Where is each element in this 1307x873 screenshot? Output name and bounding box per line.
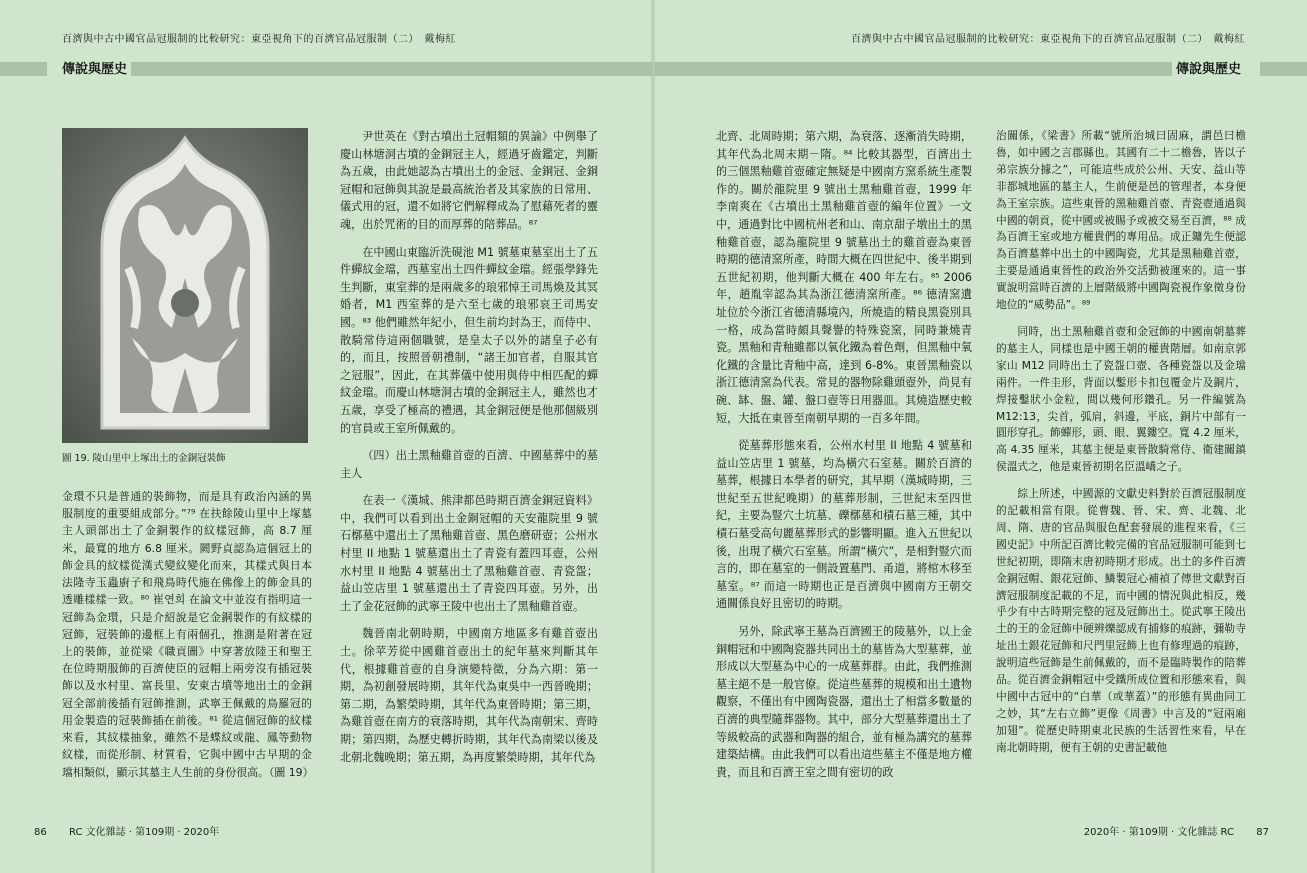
running-title: 百濟與中古中國官品冠服制的比較研究：東亞視角下的百濟官品冠服制（二） 戴梅紅 xyxy=(62,34,456,45)
section-band xyxy=(120,62,653,76)
publication-info: RC 文化雜誌 · 第109期 · 2020年 xyxy=(69,827,220,838)
body-paragraph: 治關係，《梁書》所載“號所治城曰固麻，謂邑曰檐魯，如中國之言郡縣也。其國有二十二檐魯，皆以子弟宗族分據之”，可能這些成於公州、天安、益山等非都城地區的墓主人，生前便是邑的管理者，本身便為王室宗族。這些東晉的黑釉雞首壺、青瓷壺通過與中國的朝貢，從中國或被賜予或被交易至百濟，⁸⁸ 成為百濟王室或地方權貴們的專用品。成正鏞先生便認為百濟墓葬中出土的中國陶瓷，尤其是黑釉雞首壺，主要是通過東晉性的政治外交活動被運來的。這一事實說明當時百濟的上層階級將中國陶瓷視作象徵身份地位的“威勢品”。⁸⁹ xyxy=(996,129,1246,312)
section-title: 傳說與歷史 xyxy=(58,58,131,77)
section-band xyxy=(0,62,47,76)
body-paragraph: 魏晉南北朝時期，中國南方地區多有雞首壺出土。徐苹芳從中國雞首壺出土的紀年墓來判斷其年代，根據雞首壺的自身演變特徵，分為六期：第一期，為初創發展時期，其年代為東吳中一西晉晚期；第二期，為繁榮時期，其年代為東晉時期；第三期，為雞首壺在南方的衰落時期，其年代為南朝宋、齊時期；第四期，為歷史轉折時期，其年代為南梁以後及北朝北魏晚期；第五期，為再度繁榮時期，其年代為 xyxy=(340,627,598,764)
figure-crown-ornament-photo xyxy=(62,128,308,443)
left-page xyxy=(0,0,653,873)
section-band xyxy=(1260,62,1307,76)
footer-left xyxy=(34,823,219,838)
right-page xyxy=(654,0,1307,873)
left-column-1 xyxy=(62,488,312,791)
subsection-heading: （四）出土黑釉雞首壺的百濟、中國墓葬中的墓主人 xyxy=(340,449,598,480)
body-paragraph: 另外，除武寧王墓為百濟國王的陵墓外，以上金銅帽冠和中國陶瓷器共同出土的墓皆為大型墓葬，並形成以大型墓為中心的一成墓葬群。由此，我們推測墓主絕不是一般官僚。從這些墓葬的規模和出土遺物觀察，不僅出有中國陶瓷器，還出土了相當多數量的百濟的典型隨葬器物。其中，部分大型墓葬還出土了等級較高的武器和陶器的組合，並有極為講究的墓葬建築結構。由此我們可以看出這些墓主不僅是地方權貴，而且和百濟王室之間有密切的政 xyxy=(716,625,972,779)
section-band xyxy=(654,62,1174,76)
page-number: 86 xyxy=(34,827,47,838)
body-paragraph: 金環不只是普通的裝飾物，而是具有政治內涵的異服制度的重要組成部分。”⁷⁹ 在扶餘陵山里中上塚墓主人頭部出土了金銅製作的紋樣冠飾，高 8.7 厘米，最寬的地方 6.8 厘米。闕野貞認為這個冠上的飾金具的紋樣從漢式變紋變化而來，其樣式與日本法隆寺玉蟲廚子和飛鳥時代施在佛像上的飾金具的透雕樣樣一致。⁸⁰ 崔연희 在論文中並沒有指明這一冠飾為金環，只是介紹說是它金銅製作的有紋樣的冠飾，冠裝飾的邊框上有兩個孔，推測是附著在冠上的裝飾，並從梁《職貢圖》中穿著放陸王和聖王在位時期服飾的百濟使臣的冠帽上兩旁沒有插冠裝飾以及水村里、富長里、安東古墳等地出土的金銅冠全部前後插有冠飾推測，武寧王佩戴的鳥羅冠的用金製造的冠裝飾插在前後。⁸¹ 從這個冠飾的紋樣來看，其紋樣抽象，雖然不是蝶紋或龍、鳳等動物紋樣，而從形制、材質看，它與中國中古早期的金璫相類似，顯示其墓主人生前的身份很高。（圖 19） xyxy=(62,490,314,779)
body-paragraph: 在中國山東臨沂洗硯池 M1 號墓東墓室出土了五件蟬紋金璫，西墓室出土四件蟬紋金璫。經張學鋒先生判斷，東室葬的是兩歲多的琅邪悼王司馬煥及其冥婚者，M1 西室葬的是六至七歲的琅邪哀王司馬安國。⁸³ 他們雖然年紀小，但生前均封為王，而侍中、散騎常侍這兩個職號，是皇太子以外的諸皇子必有的，而且，按照晉朝禮制，“諸王加官者，自服其官之冠服”，因此，在其葬儀中使用與侍中相匹配的蟬紋金璫。而慶山林塘洞古墳的金銅冠主人，雖然也才五歲，享受了極高的禮遇，其金銅冠便是他那個級別的官員或王室所佩戴的。 xyxy=(340,245,598,435)
publication-info: 2020年 · 第109期 · 文化雜誌 RC xyxy=(1083,827,1234,838)
figure-caption: 圖 19. 陵山里中上塚出土的金銅冠裝飾 xyxy=(62,453,226,464)
body-paragraph: 從墓葬形態來看，公州水村里 II 地點 4 號墓和益山笠店里 1 號墓，均為橫穴石室墓。關於百濟的墓葬，根據日本學者的研究，其早期（漢城時期，三世紀至五世紀晚期）的墓葬形制，三世紀末至四世紀，主要為豎穴土坑墓、礫槨墓和積石墓三種，其中積石墓受高句麗墓葬形式的影響明顯。進入五世紀以後，出現了橫穴石室墓。所謂“橫穴”，是相對豎穴而言的，即在墓室的一側設置墓門、甬道，將棺木移至墓室。⁸⁷ 而這一時期也正是百濟與中國南方王朝交通關係良好且密切的時期。 xyxy=(716,439,972,611)
section-title: 傳說與歷史 xyxy=(1172,58,1245,77)
page-number: 87 xyxy=(1256,827,1269,838)
crown-ornament-image xyxy=(62,128,308,443)
footer-right xyxy=(1084,823,1269,838)
left-column-2 xyxy=(340,128,598,776)
body-paragraph: 北齊、北周時期；第六期，為衰落、逐漸消失時期，其年代為北周末期－隋。⁸⁴ 比較其器型，百濟出土的三個黑釉雞首壺確定無疑是中國南方窯系統生產製作的。關於龍院里 9 號出土黑釉雞首壺，1999 年李南爽在《古墳出土黑釉雞首壺的編年位置》一文中，通過對比中國杭州老和山、南京甜子墩出土的黑釉雞首壺，認為龍院里 9 號墓出土的雞首壺為東晉時期的德清窯所產，時間大概在四世紀中、後半期到五世紀初期，他判斷大概在 400 年左右。⁸⁵ 2006 年，趙胤宰認為其為浙江德清窯所產。⁸⁶ 德清窯遺址位於今浙江省德清縣境內，所燒造的精良黑瓷別具一格，成為當時頗具聲譽的特殊瓷窯，同時兼燒青瓷。黑釉和青釉雖都以氧化鐵為着色劑，但黑釉中氧化鐵的含量比青釉中高，達到 6-8%。東晉黑釉瓷以浙江德清窯為代表。常見的器物除雞頭壺外，尚見有碗、缽、盤、罐、盤口壺等日用器皿。其燒造歷史較短，大抵在東晉至南朝早期的一百多年間。 xyxy=(716,130,972,425)
right-column-1 xyxy=(716,128,972,791)
body-paragraph: 同時，出土黑釉雞首壺和金冠飾的中國南朝墓葬的墓主人，同樣也是中國王朝的權貴階層。如南京郭家山 M12 同時出土了瓷盌口壺、各種瓷盌以及金璫兩件。一件圭形，背面以鏨形卡扣包覆金片及銅片，焊接鑿狀小金粒，間以幾何形鑽孔。另一件編號為 M12:13，尖首，弧肩，斜邊，平底，銅片中部有一圓形穿孔。飾蟬形，頭、眼、翼鏤空。寬 4.2 厘米，高 4.35 厘米，其墓主便是東晉散騎常侍、衛建關鎮侯溫式之，他是東晉初期名臣溫嶠之子。 xyxy=(996,324,1246,474)
body-paragraph: 尹世英在《對古墳出土冠帽類的異論》中例舉了慶山林塘洞古墳的金銅冠主人，經過牙齒鑑定，判斷為五歲，由此她認為古墳出土的金冠、金銅冠、金銅冠帽和冠飾與其說是最高統治者及其家族的日常用、儀式用的冠，還不如將它們解釋成為了慰藉死者的靈魂，出於咒術的目的而厚葬的陪葬品。⁸⁷ xyxy=(340,130,598,231)
body-paragraph: 綜上所述，中國源的文獻史料對於百濟冠服制度的記載相當有限。從曹魏、晉、宋、齊、北魏、北周、隋、唐的官品與服色配套發展的進程來看，《三國史記》中所記百濟比較完備的官品冠服制可能到七世紀初期，即隋末唐初時期才形成。出土的多件百濟金銅冠帽、銀花冠飾、鱗製冠心補禎了傳世文獻對百濟冠服制度記載的不足，而中國的情況與此相反，幾乎少有中古時期完整的冠及冠飾出土。從武寧王陵出土的王的金冠飾中硬辨爍認成有捕修的痕跡，彌勒寺址出土銀花冠飾和尺門里冠飾上也有修理過的痕跡，說明這些冠飾是生前佩戴的，而不是臨時製作的陪葬品。從百濟金銅帽冠中受鐵所成位置和形態來看，與中國中古冠中的“白華（或華蓋）”的形態有異曲同工之妙，其“左右立飾”更像《周書》中言及的“冠兩廂加翅”。從歷史時期東北民族的生活習性來看，早在南北朝時期，便有王朝的史書記載他 xyxy=(996,487,1246,754)
body-paragraph: 在表一《漢城、熊津都邑時期百濟金銅冠資料》中，我們可以看到出土金銅冠帽的天安龍院里 9 號石槨墓中還出土了黑釉雞首壺、黑色磨研壺；公州水村里 II 地點 1 號墓還出土了青瓷有蓋四耳壺，公州水村里 II 地點 4 號墓出土了黑釉雞首壺、青瓷盌；益山笠店里 1 號墓還出土了青瓷四耳壺。另外，出土了金花冠飾的武寧王陵中也出土了黑釉雞首壺。 xyxy=(340,494,598,613)
right-column-2 xyxy=(996,128,1246,767)
running-title: 百濟與中古中國官品冠服制的比較研究：東亞視角下的百濟官品冠服制（二） 戴梅紅 xyxy=(851,34,1245,45)
